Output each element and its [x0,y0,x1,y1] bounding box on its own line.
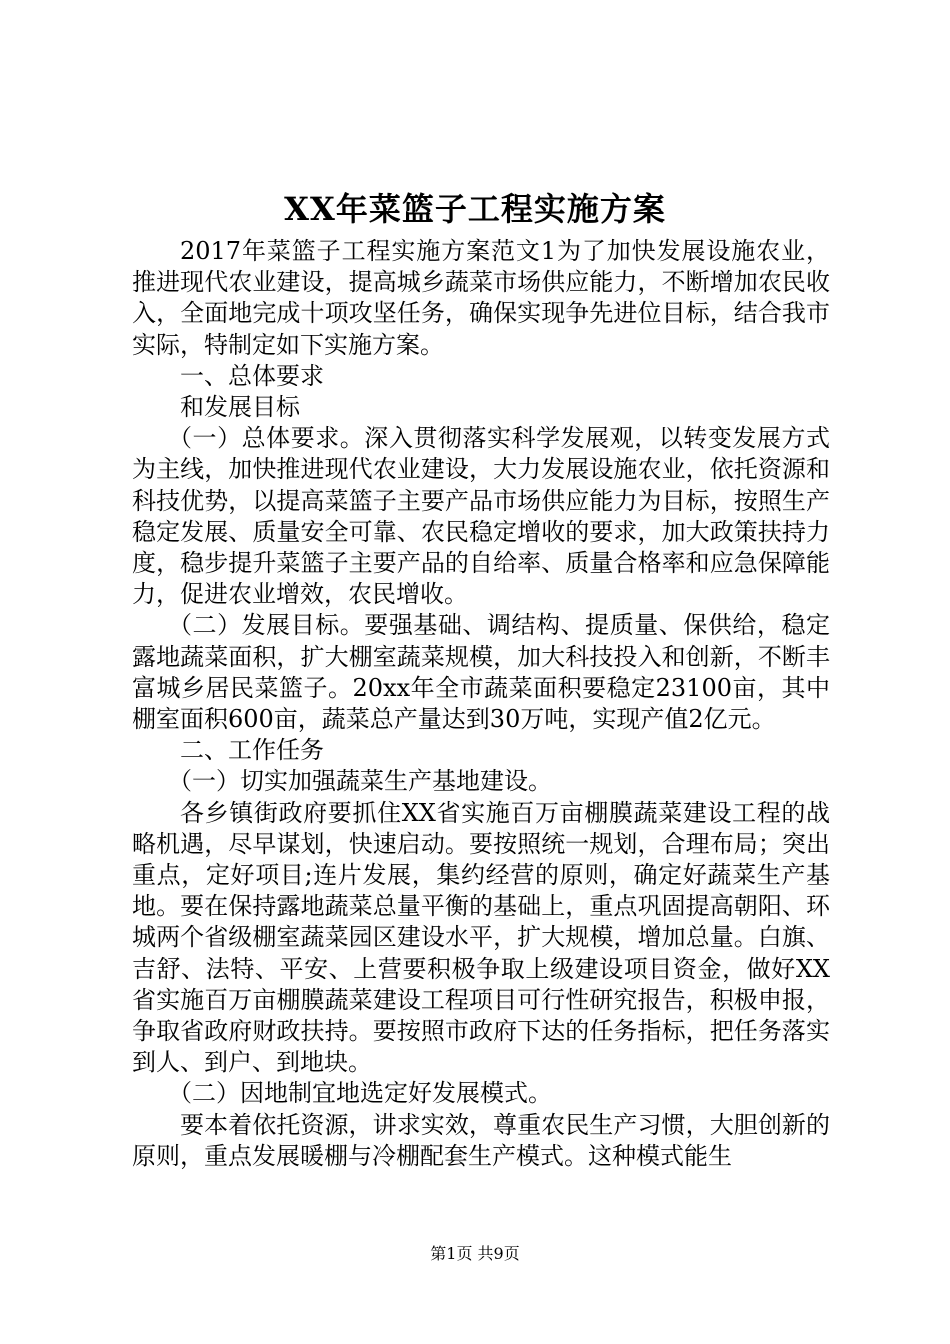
heading-section-1-cont: 和发展目标 [180,393,300,422]
subheading-development-mode: （二）因地制宜地选定好发展模式。 [168,1079,552,1108]
heading-section-1: 一、总体要求 [180,361,324,390]
subheading-base-construction: （一）切实加强蔬菜生产基地建设。 [168,767,552,796]
document-body [132,236,830,1172]
paragraph-base-construction: 各乡镇街政府要抓住XX省实施百万亩棚膜蔬菜建设工程的战略机遇，尽早谋划，快速启动。要按照统一规划，合理布局；突出重点，定好项目;连片发展，集约经营的原则，确定好蔬菜生产基地。要在保持露地蔬菜总量平衡的基础上，重点巩固提高朝阳、环城两个省级棚室蔬菜园区建设水平，扩大规模，增加总量。白旗、吉舒、法特、平安、上营要积极争取上级建设项目资金，做好XX省实施百万亩棚膜蔬菜建设工程项目可行性研究报告，积极申报，争取省政府财政扶持。要按照市政府下达的任务指标，把任务落实到人、到户、到地块。 [132,798,830,1077]
paragraph-development-mode: 要本着依托资源，讲求实效，尊重农民生产习惯，大胆创新的原则，重点发展暖棚与冷棚配套生产模式。这种模式能生 [132,1110,830,1170]
heading-section-2: 二、工作任务 [180,736,324,765]
page-footer: 第1页 共9页 [430,1244,520,1263]
paragraph-development-goals: （二）发展目标。要强基础、调结构、提质量、保供给，稳定露地蔬菜面积，扩大棚室蔬菜规模，加大科技投入和创新，不断丰富城乡居民菜篮子。20xx年全市蔬菜面积要稳定23100亩，其中棚室面积600亩，蔬菜总产量达到30万吨，实现产值2亿元。 [132,611,830,734]
paragraph-general-requirements: （一）总体要求。深入贯彻落实科学发展观，以转变发展方式为主线，加快推进现代农业建设，大力发展设施农业，依托资源和科技优势，以提高菜篮子主要产品市场供应能力为目标，按照生产稳定发展、质量安全可靠、农民稳定增收的要求，加大政策扶持力度，稳步提升菜篮子主要产品的自给率、质量合格率和应急保障能力，促进农业增效，农民增收。 [132,424,830,609]
document-title: XX年菜篮子工程实施方案 [284,190,666,228]
paragraph-intro: 2017年菜篮子工程实施方案范文1为了加快发展设施农业，推进现代农业建设，提高城乡蔬菜市场供应能力，不断增加农民收入，全面地完成十项攻坚任务，确保实现争先进位目标，结合我市实际，特制定如下实施方案。 [132,237,830,359]
